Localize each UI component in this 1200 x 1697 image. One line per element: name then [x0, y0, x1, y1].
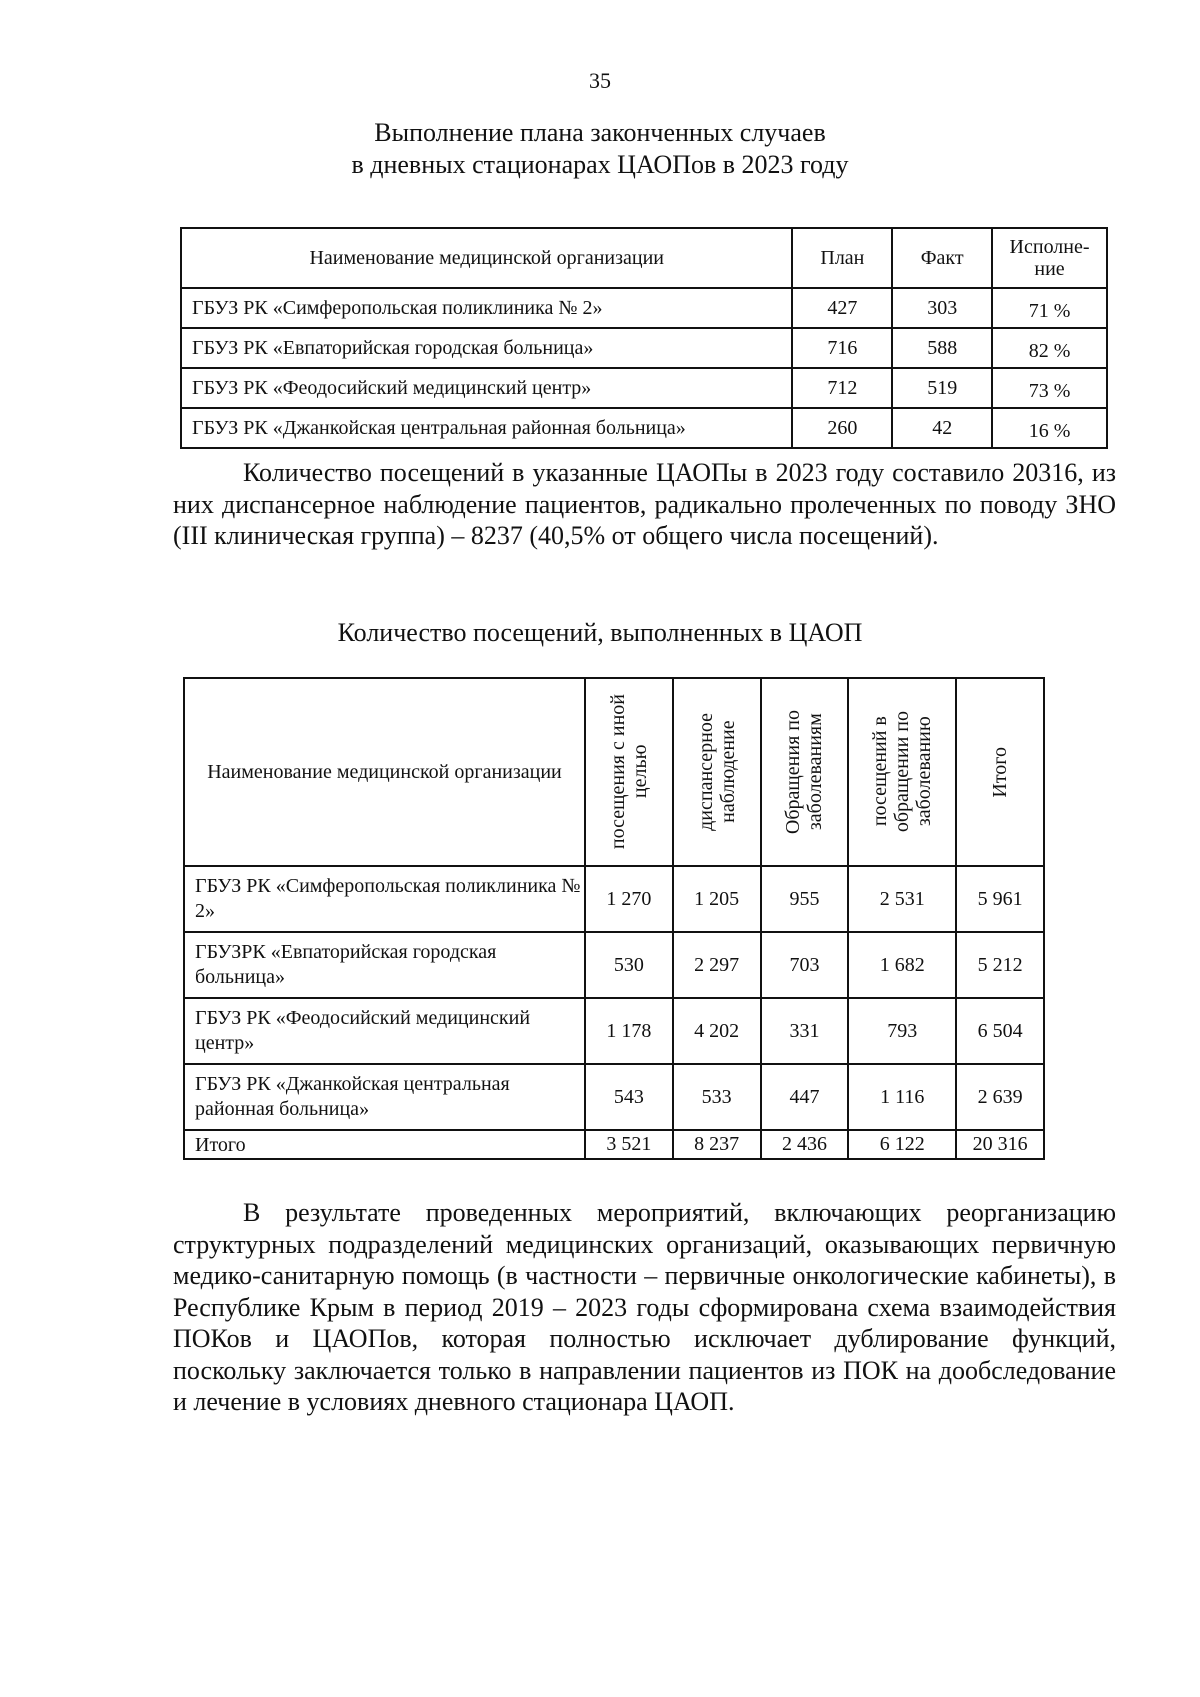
table2-cell-disease-appeals: 955: [761, 866, 849, 932]
table2-cell-dispensary: 533: [673, 1064, 761, 1130]
table2-header-total-text: Итого: [989, 746, 1012, 798]
table1-header-name: Наименование медицинской организации: [181, 228, 792, 288]
table2-total-row: [184, 1130, 1044, 1159]
table2-cell-other-purpose: 530: [585, 932, 673, 998]
table2-header-other-purpose: [585, 678, 673, 866]
table2-cell-disease-appeals: 447: [761, 1064, 849, 1130]
table2-cell-name: ГБУЗ РК «Джанкойская центральная районная больница»: [184, 1064, 585, 1130]
table-row: [181, 288, 1107, 328]
table-row: [181, 368, 1107, 408]
table2-header-name: Наименование медицинской организации: [184, 678, 585, 866]
table1-cell-execution: 82 %: [992, 328, 1107, 368]
table1-cell-plan: 260: [792, 408, 892, 448]
table2-cell-name: ГБУЗРК «Евпаторийская городская больница»: [184, 932, 585, 998]
table-row: [181, 408, 1107, 448]
table2-header-other-purpose-text: посещения с иной целью: [606, 694, 651, 850]
table1-cell-plan: 712: [792, 368, 892, 408]
table-row: [181, 328, 1107, 368]
table1-cell-name: ГБУЗ РК «Евпаторийская городская больница»: [181, 328, 792, 368]
table2-cell-total: 5 212: [956, 932, 1044, 998]
table2-cell-other-purpose: 543: [585, 1064, 673, 1130]
table2-cell-name: ГБУЗ РК «Симферопольская поликлиника № 2»: [184, 866, 585, 932]
table2-cell-disease-appeals: 331: [761, 998, 849, 1064]
table1-cell-execution: 71 %: [992, 288, 1107, 328]
table1-header-fact: Факт: [892, 228, 992, 288]
table2-cell-name: ГБУЗ РК «Феодосийский медицинский центр»: [184, 998, 585, 1064]
table1-header-row: [181, 228, 1107, 288]
table2-total-disease-appeals: 2 436: [761, 1130, 849, 1159]
table2-cell-total: 5 961: [956, 866, 1044, 932]
paragraph-results: В результате проведенных мероприятий, включающих реорганизацию структурных подразделений медицинских организаций, оказывающих первичную медико-санитарную помощь (в частности – первичные онкологические кабинеты), в Республике Крым в период 2019 – 2023 годы сформирована схема взаимодействия ПОКов и ЦАОПов, которая полностью исключает дублирование функций, поскольку заключается только в направлении пациентов из ПОК на дообследование и лечение в условиях дневного стационара ЦАОП.: [173, 1198, 1116, 1416]
table1-title: [0, 117, 1200, 181]
table2-cell-disease-appeals: 703: [761, 932, 849, 998]
table2-header-visits-in-appeals-text: посещений в обращении по заболеванию: [869, 711, 936, 833]
table2-cell-other-purpose: 1 178: [585, 998, 673, 1064]
visits-table: [183, 677, 1045, 1160]
table2-cell-total: 2 639: [956, 1064, 1044, 1130]
table1-cell-fact: 588: [892, 328, 992, 368]
table2-cell-other-purpose: 1 270: [585, 866, 673, 932]
table1-cell-name: ГБУЗ РК «Феодосийский медицинский центр»: [181, 368, 792, 408]
plan-execution-table: [180, 227, 1108, 449]
table1-cell-execution: 16 %: [992, 408, 1107, 448]
paragraph-visits-summary: Количество посещений в указанные ЦАОПы в 2023 году составило 20316, из них диспансерное наблюдение пациентов, радикально пролеченных по поводу ЗНО (III клиническая группа) – 8237 (40,5% от общего числа посещений).: [173, 458, 1116, 550]
table2-header-dispensary: [673, 678, 761, 866]
table2-total-other-purpose: 3 521: [585, 1130, 673, 1159]
table2-total-visits-in-appeals: 6 122: [848, 1130, 956, 1159]
table1-cell-plan: 427: [792, 288, 892, 328]
table1-cell-execution: 73 %: [992, 368, 1107, 408]
table1-cell-fact: 303: [892, 288, 992, 328]
table-row: [184, 998, 1044, 1064]
table-row: [184, 866, 1044, 932]
table2-header-dispensary-text: диспансерное наблюдение: [694, 713, 739, 831]
table2-cell-visits-in-appeals: 1 682: [848, 932, 956, 998]
table2-total-total: 20 316: [956, 1130, 1044, 1159]
table2-header-total: [956, 678, 1044, 866]
page-number: 35: [589, 68, 611, 93]
table1-cell-plan: 716: [792, 328, 892, 368]
table2-total-label: Итого: [184, 1130, 585, 1159]
table2-title: Количество посещений, выполненных в ЦАОП: [337, 618, 863, 647]
table2-header-row: [184, 678, 1044, 866]
table1-title-line1: Выполнение плана законченных случаев: [374, 118, 826, 147]
table2-cell-dispensary: 2 297: [673, 932, 761, 998]
table2-cell-dispensary: 1 205: [673, 866, 761, 932]
table1-cell-fact: 42: [892, 408, 992, 448]
table2-cell-visits-in-appeals: 2 531: [848, 866, 956, 932]
table-row: [184, 1064, 1044, 1130]
table2-cell-visits-in-appeals: 1 116: [848, 1064, 956, 1130]
table1-cell-fact: 519: [892, 368, 992, 408]
table2-header-visits-in-appeals: [848, 678, 956, 866]
table2-cell-visits-in-appeals: 793: [848, 998, 956, 1064]
table1-header-plan: План: [792, 228, 892, 288]
table1-title-line2: в дневных стационарах ЦАОПов в 2023 году: [351, 150, 849, 179]
table1-cell-name: ГБУЗ РК «Симферопольская поликлиника № 2»: [181, 288, 792, 328]
table2-cell-dispensary: 4 202: [673, 998, 761, 1064]
table2-cell-total: 6 504: [956, 998, 1044, 1064]
table1-cell-name: ГБУЗ РК «Джанкойская центральная районная больница»: [181, 408, 792, 448]
table2-total-dispensary: 8 237: [673, 1130, 761, 1159]
table1-header-execution: Исполне- ние: [992, 228, 1107, 288]
table2-header-disease-appeals: [761, 678, 849, 866]
table-row: [184, 932, 1044, 998]
table2-header-disease-appeals-text: Обращения по заболеваниям: [782, 709, 827, 835]
